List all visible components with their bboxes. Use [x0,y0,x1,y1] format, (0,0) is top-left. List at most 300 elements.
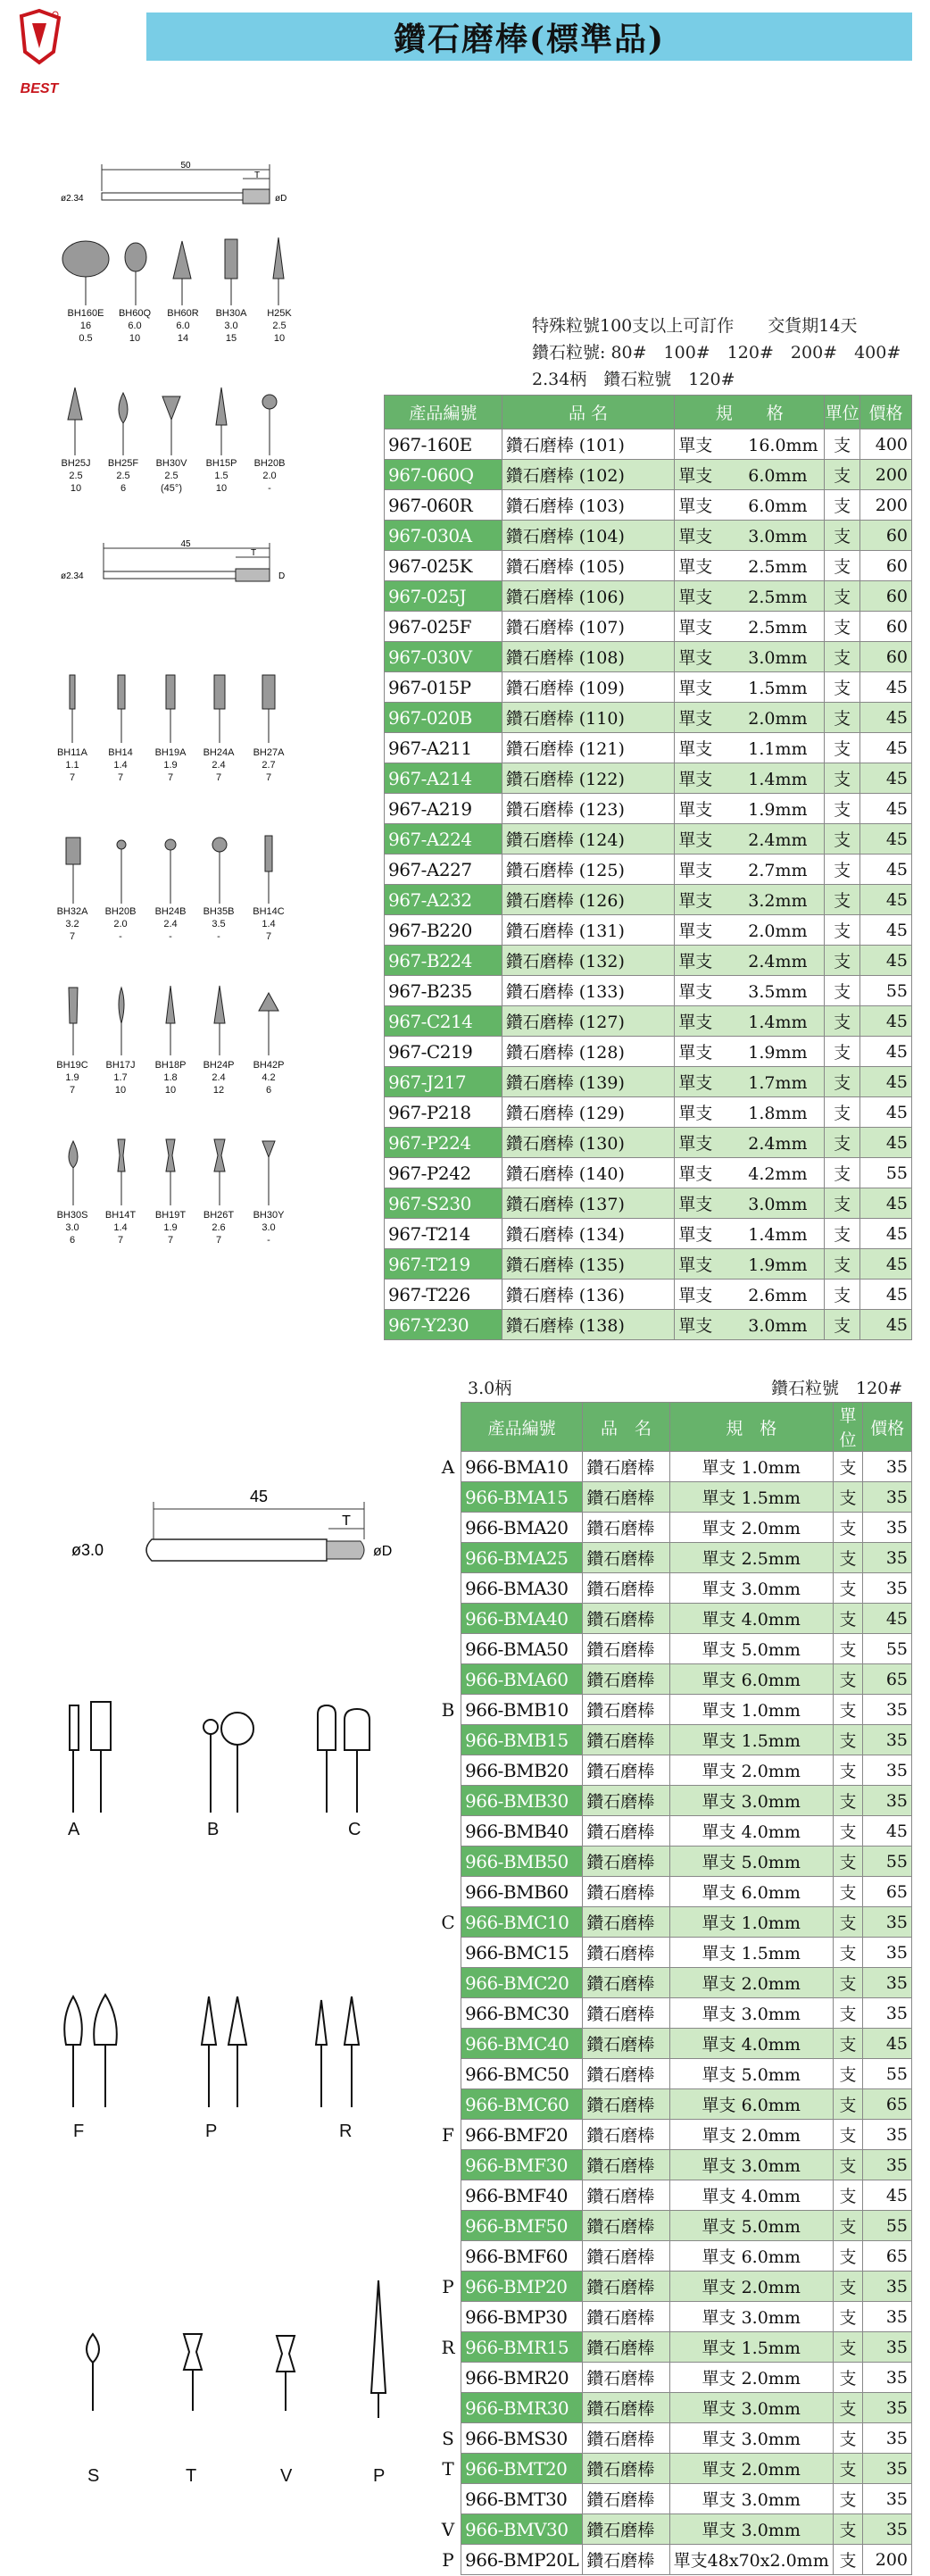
product-name: 鑽石磨棒 (135) [502,1249,675,1280]
spec-size: 16.0mm [748,436,818,455]
product-spec: 單支 3.0mm [669,2484,833,2514]
group-letter: T [442,2457,454,2480]
product-price: 45 [860,1219,912,1249]
product-price: 45 [860,1310,912,1340]
product-spec: 單支 2.0mm [669,1755,833,1786]
product-spec [675,854,825,885]
shapes-fpr [54,1991,411,2107]
table-row [461,2180,912,2211]
table-row [385,1037,912,1067]
table-row [385,976,912,1006]
product-spec [675,703,825,733]
product-spec: 單支 4.0mm [669,1816,833,1847]
product-code: 967-A224 [385,824,502,854]
spec-size: 3.2mm [748,891,808,911]
product-spec: 單支 2.0mm [669,2454,833,2484]
product-spec: 單支 1.0mm [669,1452,833,1482]
product-unit: 支 [825,794,860,824]
product-name: 鑽石磨棒 [583,2059,669,2089]
product-price: 35 [863,2423,912,2454]
product-unit: 支 [825,824,860,854]
svg-text:ø2.34: ø2.34 [61,571,84,581]
product-code: 966-BMV30 [461,2514,583,2545]
product-price: 35 [863,1998,912,2029]
product-code: 967-025F [385,612,502,642]
spec-size: 1.5mm [748,679,808,698]
product-name: 鑽石磨棒 [583,1543,669,1573]
product-price: 45 [860,794,912,824]
product-unit: 支 [833,1786,863,1816]
product-code: 967-P242 [385,1158,502,1188]
product-name: 鑽石磨棒 [583,2514,669,2545]
product-name: 鑽石磨棒 (139) [502,1067,675,1097]
product-unit: 支 [825,1037,860,1067]
product-name: 鑽石磨棒 [583,1452,669,1482]
spec-unit: 單支 [678,830,713,850]
product-name: 鑽石磨棒 [583,1816,669,1847]
product-code: 967-J217 [385,1067,502,1097]
group-letter: R [441,2336,455,2358]
product-unit: 支 [833,1543,863,1573]
table-row [461,1755,912,1786]
product-spec: 單支 2.0mm [669,1968,833,1998]
table-row [385,854,912,885]
table-row [461,1482,912,1513]
tool-label: BH17J 1.7 10 [105,1060,136,1096]
table-row [385,429,912,460]
product-price: 200 [860,460,912,490]
spec-unit: 單支 [678,679,713,698]
product-spec [675,1280,825,1310]
spec-size: 6.0mm [748,496,808,516]
table-row [461,1938,912,1968]
product-spec: 單支 6.0mm [669,1877,833,1907]
product-spec [675,1006,825,1037]
product-unit: 支 [833,2302,863,2332]
product-spec [675,1067,825,1097]
product-spec: 單支 1.5mm [669,1938,833,1968]
spec-size: 2.4mm [748,830,808,850]
product-price: 200 [863,2545,912,2575]
product-unit: 支 [833,1907,863,1938]
table-row [385,794,912,824]
product-unit: 支 [833,1968,863,1998]
table-row [385,1280,912,1310]
product-code: 967-A227 [385,854,502,885]
product-spec: 單支 1.5mm [669,2332,833,2363]
tool-label: H25K 2.5 10 [267,308,292,344]
header-unit: 單位 [825,396,860,429]
shape-label: B [207,1820,220,1839]
table-row [461,1907,912,1938]
product-price: 45 [863,2029,912,2059]
spec-unit: 單支 [678,952,713,971]
tool-shapes-row-1 [55,234,314,305]
table-row [385,490,912,521]
product-code: 967-030A [385,521,502,551]
group-letter: B [441,1698,455,1721]
table-row [385,642,912,672]
tool-label: BH11A 1.1 7 [56,747,88,783]
product-unit: 支 [833,1695,863,1725]
table-row [461,1634,912,1664]
svg-text:ø2.34: ø2.34 [61,194,84,204]
product-price: 45 [860,1037,912,1067]
product-code: 967-A211 [385,733,502,763]
product-code: 966-BMB40 [461,1816,583,1847]
product-unit: 支 [833,1998,863,2029]
table-row [385,763,912,794]
product-unit: 支 [833,1634,863,1664]
product-name: 鑽石磨棒 [583,2363,669,2393]
shape-label: R [339,2122,353,2141]
page-title: 鑽石磨棒(標準品) [393,20,666,58]
product-code: 966-BMF40 [461,2180,583,2211]
product-price: 45 [860,703,912,733]
product-name: 鑽石磨棒 [583,1755,669,1786]
spec-size: 2.6mm [748,1286,808,1305]
spec-size: 3.0mm [748,648,808,668]
tool-label: BH30V 2.5 (45°) [155,458,187,494]
table-row [461,1664,912,1695]
table-row [385,1097,912,1128]
product-spec: 單支 3.0mm [669,2514,833,2545]
table-header-row [385,396,912,429]
product-price: 45 [860,915,912,946]
product-spec: 單支 3.0mm [669,1998,833,2029]
spec-size: 3.0mm [748,1195,808,1214]
spec-unit: 單支 [678,1286,713,1305]
product-spec [675,1158,825,1188]
tool-dimension-drawing-2 [36,536,303,589]
product-code: 967-A214 [385,763,502,794]
product-code: 966-BMC15 [461,1938,583,1968]
product-spec: 單支 6.0mm [669,2241,833,2272]
spec-size: 2.7mm [748,861,808,880]
product-name: 鑽石磨棒 [583,1847,669,1877]
product-spec: 單支 2.0mm [669,1513,833,1543]
product-unit: 支 [833,2514,863,2545]
product-spec [675,763,825,794]
product-price: 55 [860,976,912,1006]
product-unit: 支 [833,2089,863,2120]
product-code: 967-A219 [385,794,502,824]
table-row [461,1452,912,1482]
table-row [461,2089,912,2120]
product-code: 967-P218 [385,1097,502,1128]
product-name: 鑽石磨棒 (133) [502,976,675,1006]
product-spec [675,521,825,551]
product-unit: 支 [833,2150,863,2180]
product-unit: 支 [833,2363,863,2393]
product-name: 鑽石磨棒 (101) [502,429,675,460]
table-row [385,1006,912,1037]
product-name: 鑽石磨棒 [583,2241,669,2272]
product-code: 966-BMB15 [461,1725,583,1755]
svg-text:45: 45 [249,1488,269,1505]
product-price: 45 [860,1188,912,1219]
tool-label: BH25F 2.5 6 [107,458,139,494]
product-unit: 支 [825,1006,860,1037]
product-unit: 支 [833,1847,863,1877]
product-unit: 支 [833,2029,863,2059]
table-row [461,2484,912,2514]
shank-3-note: 3.0柄 [468,1379,512,1398]
product-name: 鑽石磨棒 [583,2423,669,2454]
tool-label: BH14 1.4 7 [108,747,133,783]
product-name: 鑽石磨棒 (109) [502,672,675,703]
product-code: 967-T214 [385,1219,502,1249]
svg-text:D: D [278,571,286,581]
product-spec [675,642,825,672]
product-name: 鑽石磨棒 [583,2454,669,2484]
group-letter: P [442,2275,454,2297]
shapes-stvp [54,2277,411,2420]
product-spec [675,1188,825,1219]
product-code: 966-BMA30 [461,1573,583,1604]
product-unit: 支 [825,703,860,733]
product-spec: 單支 5.0mm [669,2059,833,2089]
group-letter: A [441,1455,455,1478]
spec-size: 1.7mm [748,1073,808,1093]
table-row [461,1513,912,1543]
table-row [385,581,912,612]
spec-unit: 單支 [678,618,713,638]
product-name: 鑽石磨棒 (121) [502,733,675,763]
product-unit: 支 [833,2059,863,2089]
table-row [461,1695,912,1725]
tool-label: BH19C 1.9 7 [56,1060,88,1096]
product-unit: 支 [825,1188,860,1219]
product-code: 966-BMA15 [461,1482,583,1513]
table-row [461,2423,912,2454]
spec-size: 2.5mm [748,618,808,638]
product-name: 鑽石磨棒 [583,1877,669,1907]
spec-unit: 單支 [678,1073,713,1093]
product-spec: 單支 2.0mm [669,2272,833,2302]
product-code: 967-B220 [385,915,502,946]
spec-unit: 單支 [678,557,713,577]
group-letter: F [442,2123,454,2146]
product-name: 鑽石磨棒 [583,2211,669,2241]
product-unit: 支 [825,429,860,460]
product-spec [675,490,825,521]
product-spec: 單支48x70x2.0mm [669,2545,833,2575]
header-name: 品 名 [583,1403,669,1452]
product-unit: 支 [825,885,860,915]
product-name: 鑽石磨棒 (123) [502,794,675,824]
product-unit: 支 [833,1482,863,1513]
order-note: 特殊粒號100支以上可訂作 交貨期14天 [532,316,858,336]
product-unit: 支 [833,2393,863,2423]
tool-label: BH26T 2.6 7 [203,1210,235,1246]
product-unit: 支 [825,733,860,763]
product-price: 45 [860,672,912,703]
product-spec: 單支 1.0mm [669,1695,833,1725]
product-spec [675,1249,825,1280]
spec-unit: 單支 [678,1104,713,1123]
product-spec [675,794,825,824]
product-price: 55 [863,2059,912,2089]
tool-label: BH27A 2.7 7 [253,747,285,783]
product-price: 65 [863,1877,912,1907]
product-spec: 單支 5.0mm [669,2211,833,2241]
product-unit: 支 [825,1067,860,1097]
product-unit: 支 [833,2454,863,2484]
product-unit: 支 [833,2241,863,2272]
product-price: 60 [860,581,912,612]
spec-unit: 單支 [678,891,713,911]
product-name: 鑽石磨棒 [583,2180,669,2211]
shape-label: F [73,2122,85,2141]
svg-text:T: T [253,171,261,180]
product-code: 966-BMF50 [461,2211,583,2241]
table-row [461,1877,912,1907]
product-price: 45 [860,1067,912,1097]
header-name: 品 名 [502,396,675,429]
spec-unit: 單支 [678,739,713,759]
product-price: 35 [863,1755,912,1786]
table-row [461,2211,912,2241]
product-code: 967-030V [385,642,502,672]
product-spec: 單支 3.0mm [669,2302,833,2332]
product-code: 966-BMR30 [461,2393,583,2423]
product-price: 35 [863,2514,912,2545]
tool-label: BH60Q 6.0 10 [118,308,152,344]
product-name: 鑽石磨棒 [583,1786,669,1816]
spec-size: 2.4mm [748,952,808,971]
product-spec [675,429,825,460]
spec-unit: 單支 [678,1013,713,1032]
product-spec [675,551,825,581]
table-row [461,1543,912,1573]
table-row [461,2150,912,2180]
product-unit: 支 [825,460,860,490]
product-name: 鑽石磨棒 [583,1482,669,1513]
product-name: 鑽石磨棒 [583,1968,669,1998]
shape-label: P [205,2122,218,2141]
group-letter: P [442,2548,454,2571]
tool-dimension-drawing-1 [36,154,303,216]
product-name: 鑽石磨棒 [583,2545,669,2575]
product-price: 200 [860,490,912,521]
product-spec: 單支 1.5mm [669,1725,833,1755]
product-name: 鑽石磨棒 [583,1573,669,1604]
product-unit: 支 [833,1725,863,1755]
spec-size: 3.0mm [748,1316,808,1336]
product-price: 45 [860,824,912,854]
product-name: 鑽石磨棒 [583,1513,669,1543]
product-unit: 支 [833,1604,863,1634]
product-code: 967-C219 [385,1037,502,1067]
table-row [461,2029,912,2059]
table-row [461,2332,912,2363]
product-name: 鑽石磨棒 (104) [502,521,675,551]
product-name: 鑽石磨棒 (125) [502,854,675,885]
product-name: 鑽石磨棒 (103) [502,490,675,521]
spec-unit: 單支 [678,1225,713,1245]
product-name: 鑽石磨棒 (136) [502,1280,675,1310]
product-unit: 支 [833,1816,863,1847]
product-code: 966-BMA20 [461,1513,583,1543]
product-code: 966-BMC10 [461,1907,583,1938]
product-unit: 支 [833,1452,863,1482]
spec-size: 2.0mm [748,921,808,941]
product-price: 55 [863,1634,912,1664]
spec-unit: 單支 [678,1134,713,1154]
spec-size: 4.2mm [748,1164,808,1184]
header-unit: 單位 [833,1403,863,1452]
table-row [461,2514,912,2545]
product-code: 967-Y230 [385,1310,502,1340]
product-price: 45 [863,2180,912,2211]
product-price: 35 [863,1907,912,1938]
product-price: 65 [863,2241,912,2272]
product-price: 35 [863,1725,912,1755]
product-name: 鑽石磨棒 [583,2302,669,2332]
table-row [385,733,912,763]
product-spec: 單支 4.0mm [669,2180,833,2211]
spec-size: 1.4mm [748,1225,808,1245]
product-name: 鑽石磨棒 (122) [502,763,675,794]
tool-label: BH30A 3.0 15 [215,308,247,344]
tool-label: BH24P 2.4 12 [203,1060,235,1096]
product-spec [675,733,825,763]
tool-label: BH42P 4.2 6 [253,1060,285,1096]
product-code: 967-B235 [385,976,502,1006]
product-unit: 支 [833,2423,863,2454]
product-name: 鑽石磨棒 [583,2120,669,2150]
tool-label: BH15P 1.5 10 [205,458,237,494]
product-unit: 支 [825,581,860,612]
shape-label: V [280,2466,293,2486]
table-row [385,703,912,733]
table-row [461,1816,912,1847]
tool-label: BH19A 1.9 7 [154,747,187,783]
product-code: 966-BMC30 [461,1998,583,2029]
product-spec: 單支 3.0mm [669,1573,833,1604]
product-unit: 支 [825,1219,860,1249]
product-price: 35 [863,1938,912,1968]
table-row [461,1847,912,1877]
header-spec: 規 格 [675,396,825,429]
product-name: 鑽石磨棒 [583,2332,669,2363]
tool-shapes-row-4 [55,832,314,904]
product-spec: 單支 6.0mm [669,1664,833,1695]
product-code: 967-P224 [385,1128,502,1158]
product-unit: 支 [825,551,860,581]
table-row [385,1128,912,1158]
grit-3-note: 鑽石粒號 120# [771,1379,903,1398]
product-price: 60 [860,551,912,581]
table-row [385,612,912,642]
product-spec [675,824,825,854]
table-row [385,1158,912,1188]
product-name: 鑽石磨棒 [583,2272,669,2302]
product-unit: 支 [833,2211,863,2241]
svg-text:50: 50 [180,161,191,171]
product-code: 966-BMT20 [461,2454,583,2484]
table-row [461,1998,912,2029]
header-price: 價格 [863,1403,912,1452]
product-code: 966-BMA40 [461,1604,583,1634]
spec-unit: 單支 [678,1195,713,1214]
spec-unit: 單支 [678,921,713,941]
product-price: 45 [863,1816,912,1847]
product-name: 鑽石磨棒 (124) [502,824,675,854]
product-name: 鑽石磨棒 (110) [502,703,675,733]
product-code: 966-BMF60 [461,2241,583,2272]
